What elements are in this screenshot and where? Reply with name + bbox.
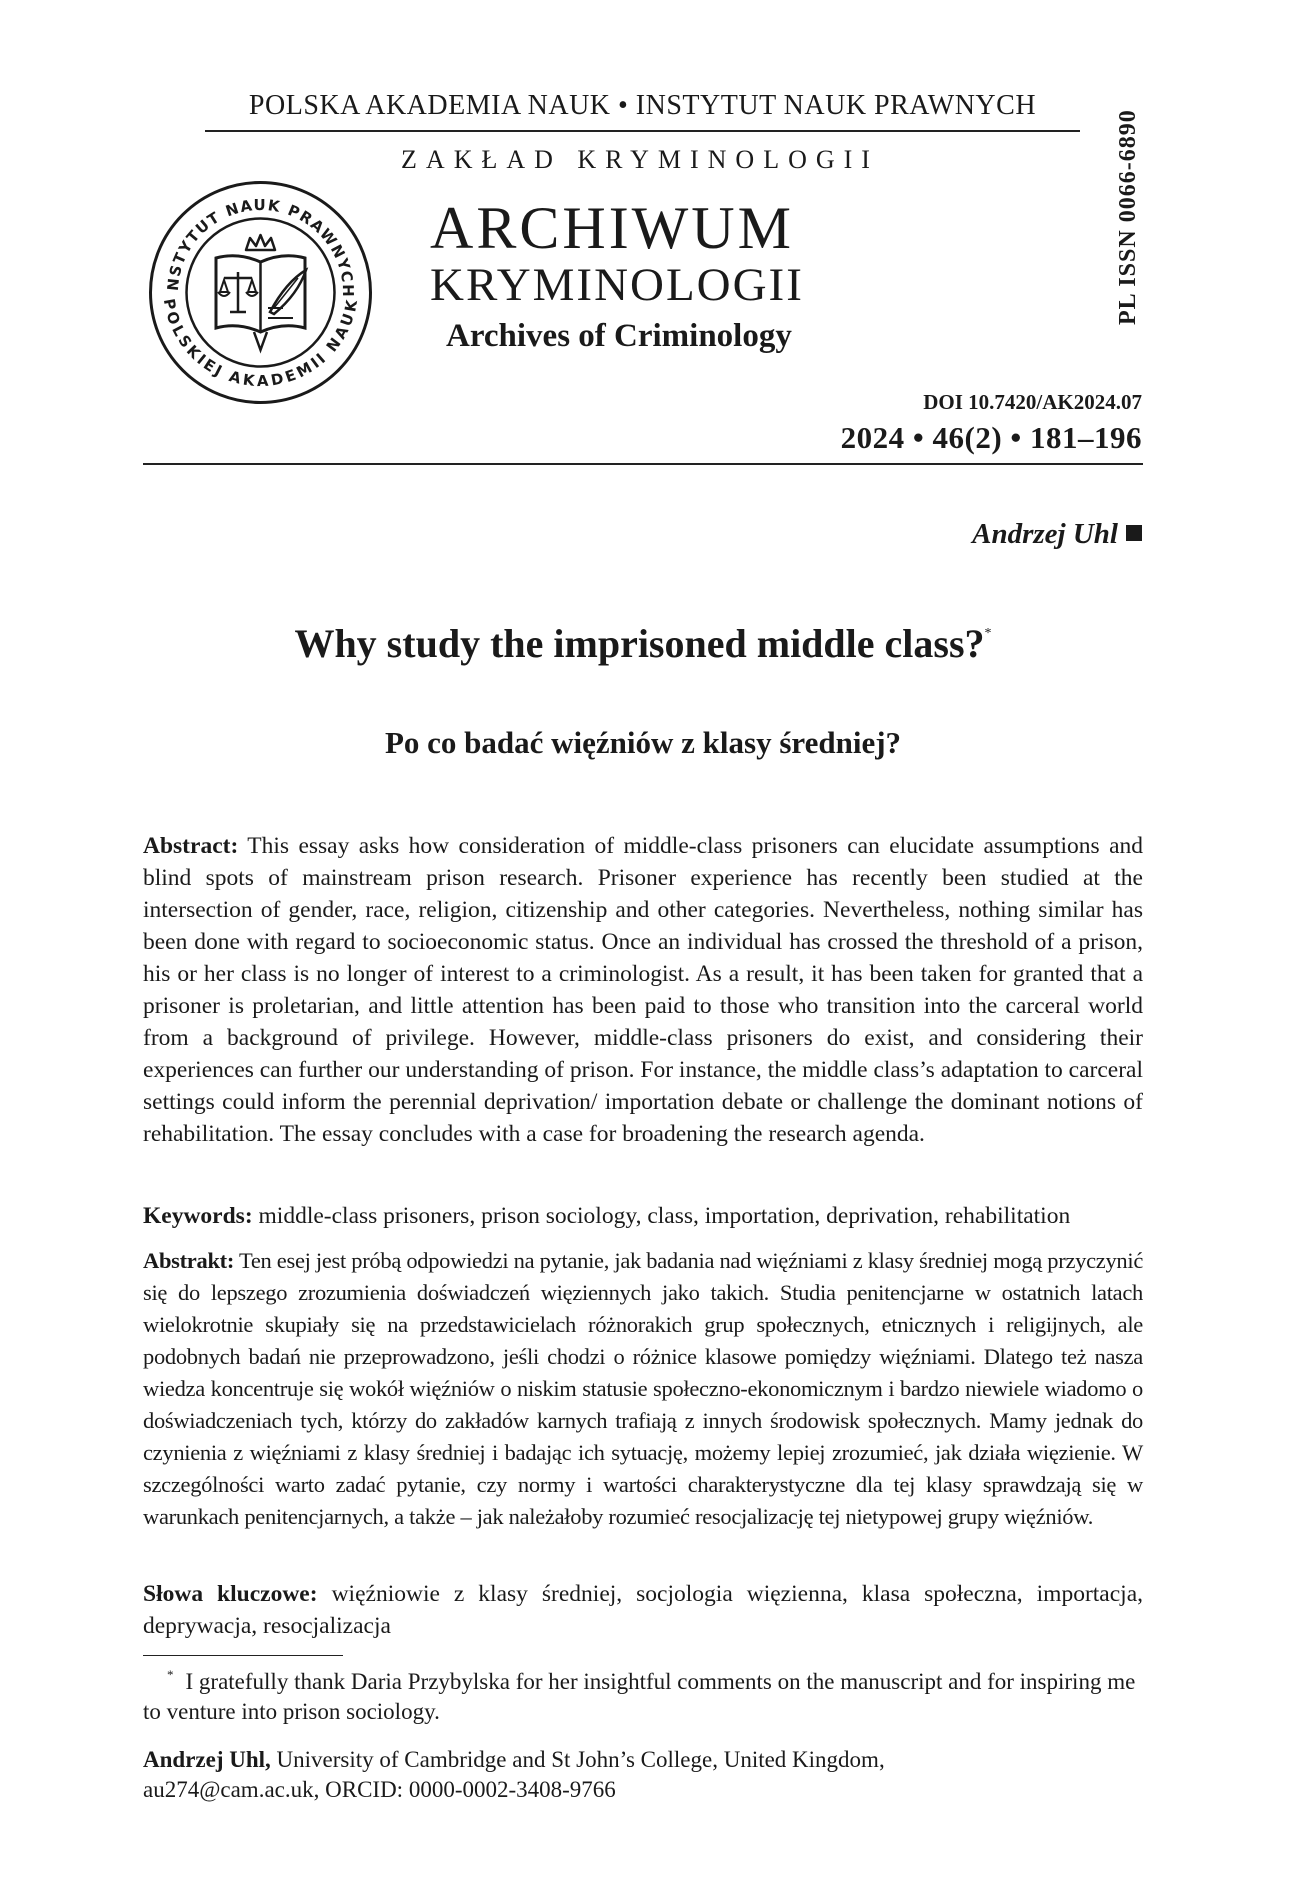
footnote-rule — [143, 1655, 343, 1656]
slowa-kluczowe-text: więźniowie z klasy średniej, socjologia więzienna, klasa społeczna, importacja, deprywacja, resocjalizacja — [143, 1581, 1144, 1639]
issn: PL ISSN 0066-6890 — [1115, 109, 1141, 325]
affiliation-line1: University of Cambridge and St John’s College, United Kingdom, — [276, 1747, 885, 1772]
article-title-polish: Po co badać więźniów z klasy średniej? — [384, 725, 902, 760]
slowa-kluczowe-label: Słowa kluczowe: — [143, 1581, 318, 1607]
abstract-polish — [143, 1245, 1143, 1533]
footnote — [143, 1660, 1143, 1727]
affiliation-author-name: Andrzej Uhl, — [143, 1747, 271, 1772]
keywords-text: middle-class prisoners, prison sociology, class, importation, deprivation, rehabilitation — [258, 1203, 1071, 1229]
keywords-polish — [143, 1578, 1143, 1642]
author-affiliation — [143, 1745, 1143, 1805]
abstrakt-text: Ten esej jest próbą odpowiedzi na pytanie, jak badania nad więźniami z klasy średniej mogą przyczynić się do lepszego zrozumienia doświadczeń więziennych jako takich. Studia penitencjarne w ostatnich latach wielokrotnie skupiały się na przedstawicielach różnorakich grup społecznych, etnicznych i religijnych, ale podobnych badań nie przeprowadzono, jeśli chodzi o różnice klasowe pomiędzy więźniami. Dlatego też nasza wiedza koncentruje się wokół więźniów o niskim statusie społeczno-ekonomicznym i bardzo niewiele wiadomo o doświadczeniach tych, którzy do zakładów karnych trafiają z innych środowisk społecznych. Mamy jednak do czynienia z więźniami z klasy średniej i badając ich sytuację, możemy lepiej zrozumieć, jak działa więzienie. W szczególności warto zadać pytanie, czy normy i wartości charakterystyczne dla tej klasy sprawdzają się w warunkach penitencjarnych, a także – jak należałoby rozumieć resocjalizację tej nietypowej grupy więźniów. — [143, 1248, 1144, 1529]
affiliation-line2: au274@cam.ac.uk, ORCID: 0000-0002-3408-9766 — [143, 1777, 616, 1802]
author-byline — [972, 518, 1142, 551]
footnote-mark: * — [167, 1667, 174, 1682]
journal-name-line2: KRYMINOLOGII — [430, 259, 804, 311]
header-rule — [205, 130, 1080, 132]
department-name: ZAKŁAD KRYMINOLOGII — [401, 145, 879, 174]
volume-issue-pages: 2024 • 46(2) • 181–196 — [840, 420, 1142, 455]
square-bullet-icon — [1126, 525, 1142, 541]
journal-name-line1: ARCHIWUM — [430, 195, 794, 261]
header-divider — [143, 463, 1143, 465]
journal-name-english: Archives of Criminology — [446, 318, 792, 354]
author-name: Andrzej Uhl — [972, 518, 1118, 550]
title-text: Why study the imprisoned middle class? — [294, 621, 985, 666]
abstract-text: This essay asks how consideration of middle-class prisoners can elucidate assumptions and blind spots of mainstream prison research. Prisoner experience has recently been studied at the intersection of gender, race, religion, citizenship and other categories. Nevertheless, nothing similar has been done with regard to socioeconomic status. Once an individual has crossed the threshold of a prison, his or her class is no longer of interest to a criminologist. As a result, it has been taken for granted that a prisoner is proletarian, and little attention has been paid to those who transition into the carceral world from a background of privilege. However, middle-class prisoners do exist, and considering their experiences can further our understanding of prison. For instance, the middle class’s adaptation to carceral settings could inform the perennial deprivation/ importation debate or challenge the dominant notions of rehabilitation. The essay concludes with a case for broadening the research agenda. — [143, 833, 1143, 1147]
footnote-text: I gratefully thank Daria Przybylska for her insightful comments on the manuscript and for inspiring me to venture into prison sociology. — [143, 1669, 1136, 1724]
article-title-english — [143, 620, 1143, 667]
seal-bottom-text: POLSKIEJ AKADEMII NAUK — [159, 297, 362, 391]
abstract-label: Abstract: — [143, 833, 239, 859]
abstract-english — [143, 830, 1143, 1150]
title-footnote-mark: * — [984, 626, 992, 641]
institute-seal-logo — [148, 180, 373, 405]
abstrakt-label: Abstrakt: — [143, 1248, 235, 1273]
keywords-label: Keywords: — [143, 1203, 253, 1229]
book-scales-quill-crown-icon — [148, 180, 373, 405]
doi: DOI 10.7420/AK2024.07 — [923, 390, 1142, 414]
keywords-english — [143, 1200, 1143, 1232]
institution-line: POLSKA AKADEMIA NAUK • INSTYTUT NAUK PRAWNYCH — [248, 90, 1037, 121]
seal-top-text: NSTYTUT NAUK PRAWNYCH — [163, 196, 358, 299]
